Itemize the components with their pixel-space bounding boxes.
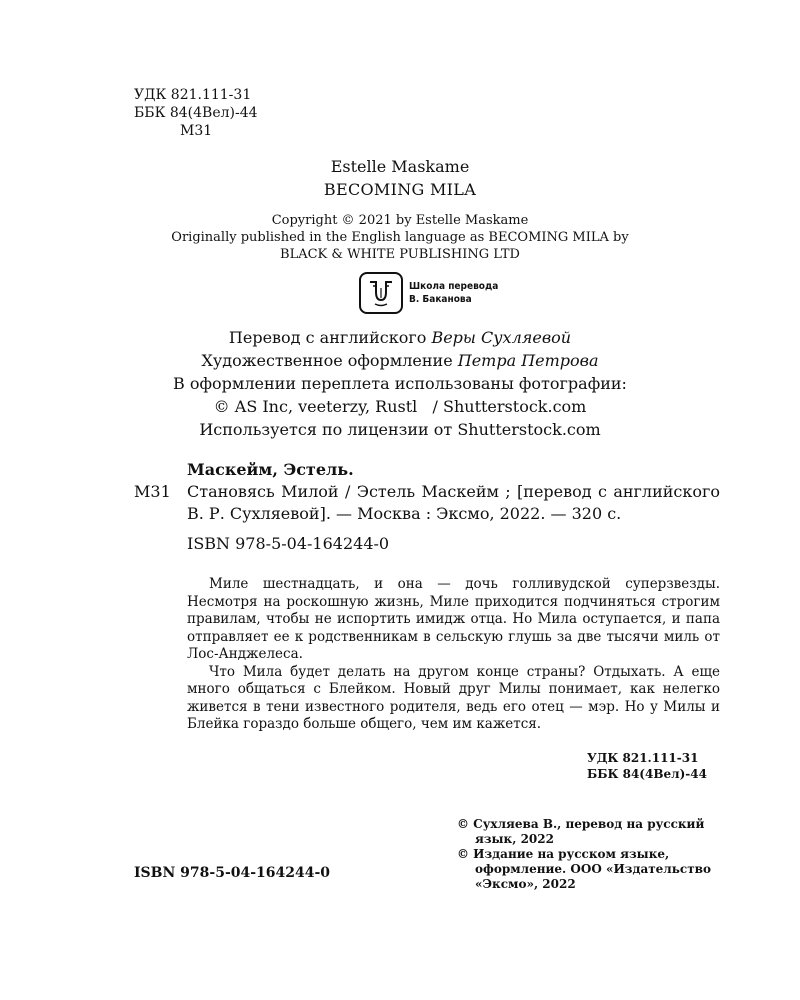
- photos-line: В оформлении переплета использованы фотографии:: [173, 374, 627, 393]
- translation-label: Перевод с английского: [228, 328, 432, 347]
- footer-udk: УДК 821.111-31: [587, 751, 699, 765]
- classification-codes: [134, 86, 258, 140]
- logo-line: В. Баканова: [409, 294, 472, 305]
- original-title: BECOMING MILA: [323, 180, 477, 199]
- logo-line: Школа перевода: [409, 281, 499, 292]
- copyright-line: BLACK & WHITE PUBLISHING LTD: [280, 247, 520, 262]
- annotation-paragraph: Миле шестнадцать, и она — дочь голливудской суперзвезды. Несмотря на роскошную жизнь, Миле приходится подчиняться строгим правилам, чтобы не испортить имидж отца. Но Мила оступается, и папа отправляет ее к родственникам в сельскую глушь за две тысячи миль от Лос-Анджелеса.: [187, 576, 720, 662]
- footer-bbk: ББК 84(4Вел)-44: [587, 767, 707, 781]
- biblio-row: [134, 481, 720, 525]
- biblio-description: Становясь Милой / Эстель Маскейм ; [перевод с английского В. Р. Сухляевой]. — Москва : Эксмо, 2022. — 320 с.: [187, 482, 720, 523]
- biblio-isbn: ISBN 978-5-04-164244-0: [187, 534, 390, 553]
- biblio-mark: М31: [134, 482, 171, 501]
- copyright-translation: © Сухляева В., перевод на русский язык, 2022: [457, 817, 705, 846]
- footer-copyright: [457, 817, 732, 892]
- translation-school-logo: [359, 272, 498, 314]
- annotation: [187, 576, 720, 734]
- photo-sources: © AS Inc, veeterzy, Rustl / Shutterstock.com: [213, 397, 587, 416]
- udk-code: УДК 821.111-31: [134, 87, 252, 103]
- bbk-code: ББК 84(4Вел)-44: [134, 105, 258, 121]
- author-mark: М31: [180, 123, 213, 139]
- credits-block: [0, 326, 800, 441]
- annotation-paragraph: Что Мила будет делать на другом конце страны? Отдыхать. А еще много общаться с Блейком. Новый друг Милы понимает, как нелегко живется в тени известного родителя, ведь его отец — мэр. Но у Милы и Блейка гораздо больше общего, чем им кажется.: [187, 663, 720, 732]
- footer-codes: [587, 750, 707, 782]
- designer-name: Петра Петрова: [457, 351, 599, 370]
- translation-credit: [0, 326, 800, 349]
- school-logo-icon: [359, 272, 403, 314]
- biblio-heading: Маскейм, Эстель.: [187, 460, 354, 479]
- footer-isbn: ISBN 978-5-04-164244-0: [134, 865, 331, 881]
- logo-caption: [409, 280, 498, 306]
- translator-name: Веры Сухляевой: [431, 328, 572, 347]
- copyright-line: Originally published in the English language as BECOMING MILA by: [171, 230, 629, 245]
- bibliographic-record: [134, 459, 720, 555]
- original-author: Estelle Maskame: [330, 157, 470, 176]
- original-copyright: [0, 212, 800, 263]
- license-line: Используется по лицензии от Shutterstock.com: [199, 420, 601, 439]
- copyright-line: Copyright © 2021 by Estelle Maskame: [271, 213, 529, 228]
- copyright-edition: © Издание на русском языке, оформление. ООО «Издательство «Эксмо», 2022: [457, 847, 711, 891]
- design-credit: [0, 349, 800, 372]
- design-label: Художественное оформление: [201, 351, 458, 370]
